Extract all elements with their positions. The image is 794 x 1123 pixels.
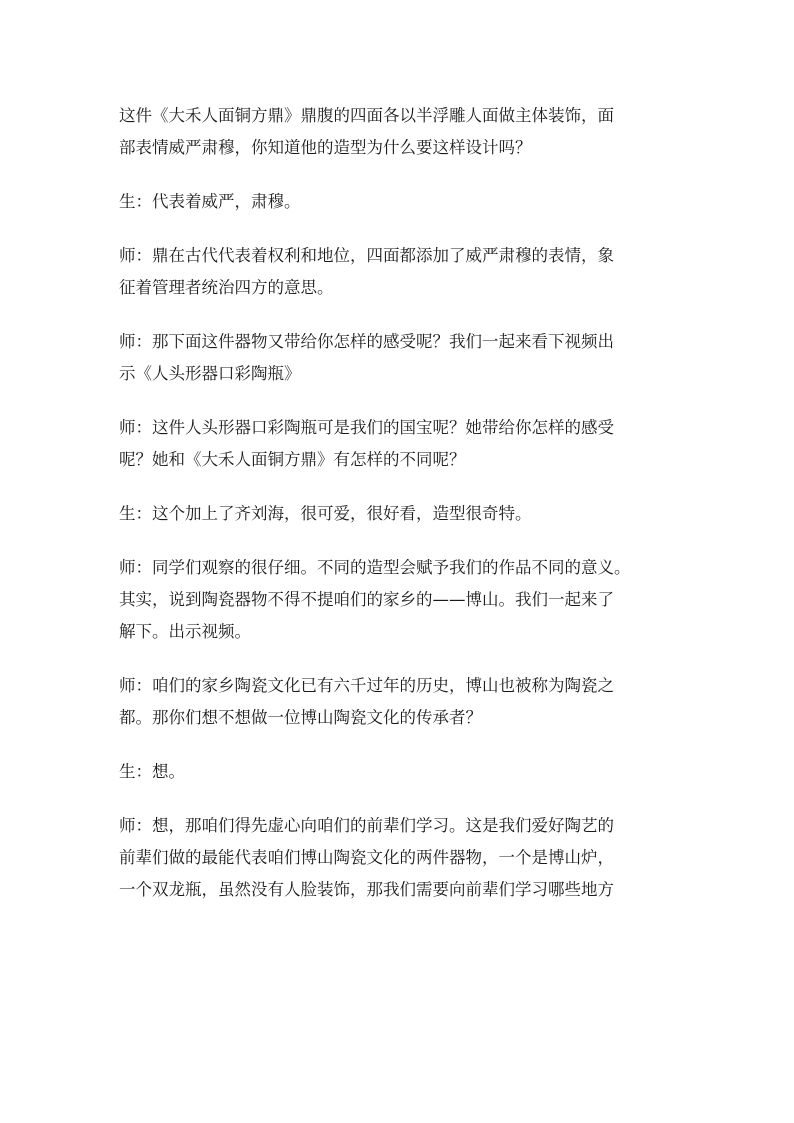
paragraph-6 bbox=[119, 498, 679, 530]
paragraph-line: 前辈们做的最能代表咱们博山陶瓷文化的两件器物，一个是博山炉， bbox=[119, 848, 614, 867]
paragraph-10 bbox=[119, 810, 679, 906]
paragraph-line: 一个双龙瓶，虽然没有人脸装饰，那我们需要向前辈们学习哪些地方 bbox=[119, 880, 614, 899]
paragraph-line: 这件《大禾人面铜方鼎》鼎腹的四面各以半浮雕人面做主体装饰，面 bbox=[119, 106, 614, 125]
paragraph-4 bbox=[119, 326, 679, 390]
paragraph-1 bbox=[119, 100, 679, 164]
paragraph-9 bbox=[119, 756, 679, 788]
paragraph-line: 生：这个加上了齐刘海，很可爱，很好看，造型很奇特。 bbox=[119, 504, 532, 523]
paragraph-line: 师：那下面这件器物又带给你怎样的感受呢？我们一起来看下视频出 bbox=[119, 332, 614, 351]
paragraph-line: 部表情威严肃穆，你知道他的造型为什么要这样设计吗？ bbox=[119, 138, 532, 157]
paragraph-line: 都。那你们想不想做一位博山陶瓷文化的传承者？ bbox=[119, 708, 482, 727]
paragraph-line: 师：这件人头形器口彩陶瓶可是我们的国宝呢？她带给你怎样的感受 bbox=[119, 418, 614, 437]
paragraph-line: 示《人头形器口彩陶瓶》 bbox=[119, 364, 301, 383]
paragraph-line: 解下。出示视频。 bbox=[119, 622, 251, 641]
paragraph-line: 征着管理者统治四方的意思。 bbox=[119, 278, 334, 297]
paragraph-line: 生：想。 bbox=[119, 762, 185, 781]
paragraph-5 bbox=[119, 412, 679, 476]
paragraph-3 bbox=[119, 240, 679, 304]
paragraph-line: 师：鼎在古代代表着权利和地位，四面都添加了威严肃穆的表情，象 bbox=[119, 246, 614, 265]
paragraph-line: 师：咱们的家乡陶瓷文化已有六千过年的历史，博山也被称为陶瓷之 bbox=[119, 676, 614, 695]
paragraph-line: 生：代表着威严，肃穆。 bbox=[119, 192, 301, 211]
paragraph-7 bbox=[119, 552, 679, 648]
paragraph-line: 师：想，那咱们得先虚心向咱们的前辈们学习。这是我们爱好陶艺的 bbox=[119, 816, 614, 835]
document-body bbox=[119, 100, 679, 928]
paragraph-line: 师：同学们观察的很仔细。不同的造型会赋予我们的作品不同的意义。 bbox=[119, 558, 631, 577]
paragraph-8 bbox=[119, 670, 679, 734]
paragraph-line: 其实，说到陶瓷器物不得不提咱们的家乡的——博山。我们一起来了 bbox=[119, 590, 614, 609]
paragraph-line: 呢？她和《大禾人面铜方鼎》有怎样的不同呢？ bbox=[119, 450, 466, 469]
paragraph-2 bbox=[119, 186, 679, 218]
